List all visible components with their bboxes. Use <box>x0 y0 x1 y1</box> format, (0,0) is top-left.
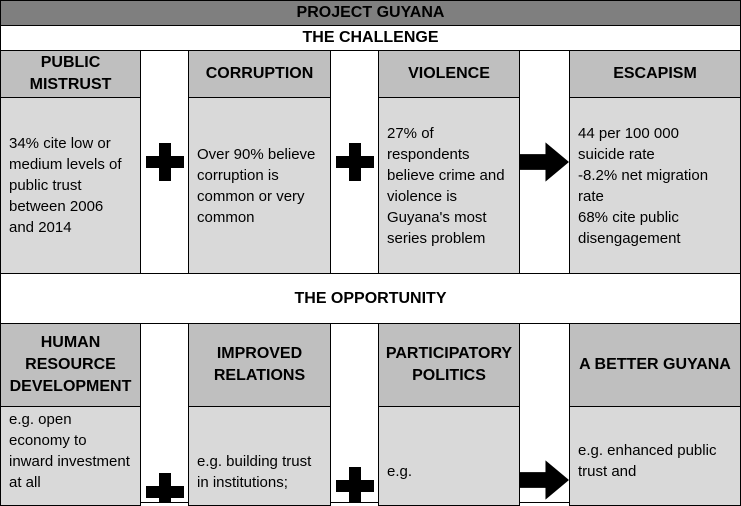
opportunity-heading <box>0 273 741 324</box>
challenge-text-public-mistrust: 34% cite low or medium levels of public trust between 2006 and 2014 <box>9 135 122 236</box>
challenge-heading-text: THE CHALLENGE <box>302 29 439 46</box>
challenge-body-violence <box>378 97 520 274</box>
challenge-text-corruption: Over 90% believe corruption is common or very common <box>197 145 316 226</box>
page-title-text: PROJECT GUYANA <box>296 4 445 21</box>
opportunity-header-human-resource: HUMAN RESOURCE DEVELOPMENT <box>0 323 141 407</box>
challenge-text-violence: 27% of respondents believe crime and violence is Guyana's most series problem <box>387 124 505 247</box>
plus-icon <box>146 473 184 503</box>
page-title <box>0 0 741 26</box>
challenge-text-escapism: 44 per 100 000 suicide rate -8.2% net migration rate 68% cite public disengagement <box>578 124 709 247</box>
arrow-right-icon <box>520 460 569 500</box>
opportunity-header-improved-relations: IMPROVED RELATIONS <box>188 323 331 407</box>
challenge-header-violence: VIOLENCE <box>378 50 520 98</box>
opportunity-body-participatory-politics <box>378 406 520 506</box>
plus-icon <box>336 467 374 503</box>
challenge-header-escapism: ESCAPISM <box>569 50 741 98</box>
challenge-body-public-mistrust <box>0 97 141 274</box>
opportunity-header-participatory-politics: PARTICIPATORY POLITICS <box>378 323 520 407</box>
opportunity-body-human-resource <box>0 406 141 506</box>
opportunity-text-human-resource: e.g. open economy to inward investment at all <box>9 411 130 491</box>
plus-icon <box>146 143 184 181</box>
opportunity-body-better-guyana <box>569 406 741 506</box>
opportunity-body-improved-relations <box>188 406 331 506</box>
challenge-header-public-mistrust: PUBLIC MISTRUST <box>0 50 141 98</box>
challenge-body-corruption <box>188 97 331 274</box>
challenge-header-corruption: CORRUPTION <box>188 50 331 98</box>
opportunity-plus-2 <box>330 323 379 503</box>
opportunity-header-better-guyana: A BETTER GUYANA <box>569 323 741 407</box>
challenge-arrow <box>519 50 570 274</box>
challenge-heading <box>0 25 741 51</box>
opportunity-text-better-guyana: e.g. enhanced public trust and <box>578 442 717 480</box>
opportunity-text-participatory-politics: e.g. <box>387 463 413 480</box>
opportunity-text-improved-relations: e.g. building trust in institutions; <box>197 453 312 491</box>
opportunity-heading-text: THE OPPORTUNITY <box>294 289 447 307</box>
plus-icon <box>336 143 374 181</box>
challenge-plus-2 <box>330 50 379 274</box>
challenge-plus-1 <box>140 50 189 274</box>
opportunity-plus-1 <box>140 323 189 503</box>
opportunity-arrow <box>519 323 570 503</box>
challenge-body-escapism <box>569 97 741 274</box>
arrow-right-icon <box>520 142 569 182</box>
